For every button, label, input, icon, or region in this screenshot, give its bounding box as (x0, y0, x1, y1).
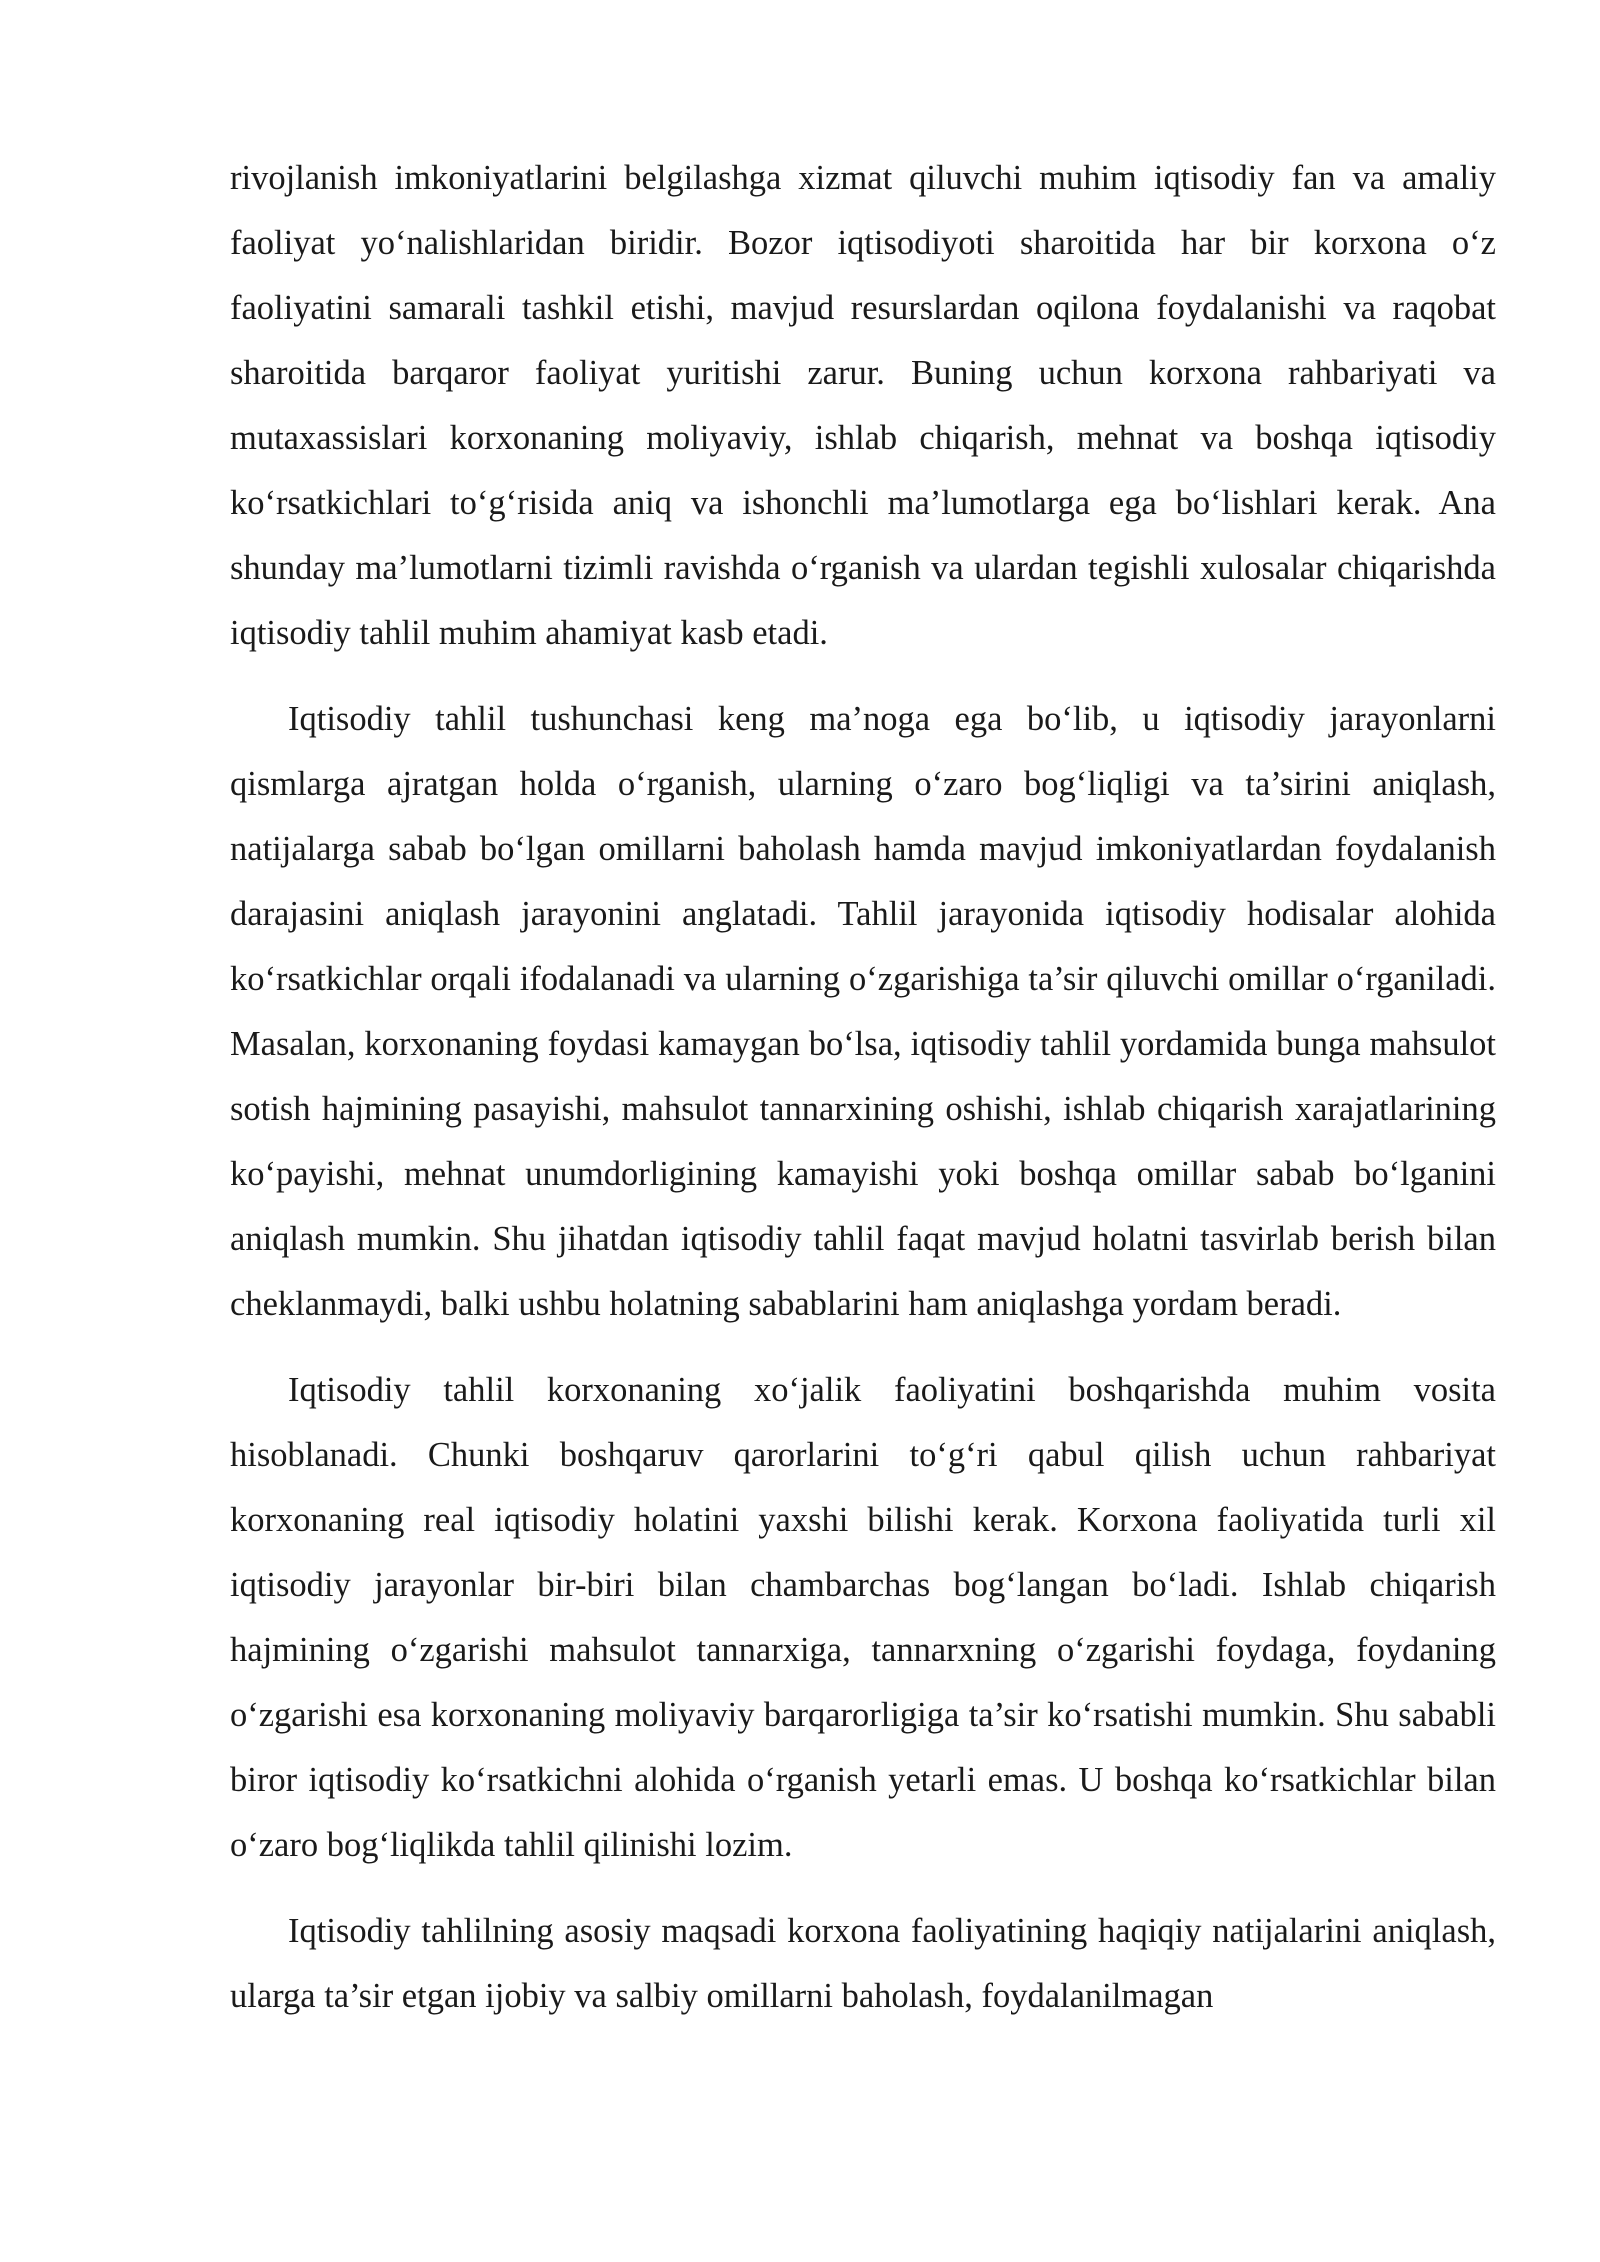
document-body (230, 146, 1496, 2050)
paragraph-continued: rivojlanish imkoniyatlarini belgilashga xizmat qiluvchi muhim iqtisodiy fan va amaliy faoliyat yo‘nalishlaridan biridir. Bozor iqtisodiyoti sharoitida har bir korxona o‘z faoliyatini samarali tashkil etishi, mavjud resurslardan oqilona foydalanishi va raqobat sharoitida barqaror faoliyat yuritishi zarur. Buning uchun korxona rahbariyati va mutaxassislari korxonaning moliyaviy, ishlab chiqarish, mehnat va boshqa iqtisodiy ko‘rsatkichlari to‘g‘risida aniq va ishonchli ma’lumotlarga ega bo‘lishlari kerak. Ana shunday ma’lumotlarni tizimli ravishda o‘rganish va ulardan tegishli xulosalar chiqarishda iqtisodiy tahlil muhim ahamiyat kasb etadi. (230, 159, 1496, 652)
paragraph-concept: Iqtisodiy tahlil tushunchasi keng ma’noga ega bo‘lib, u iqtisodiy jarayonlarni qismlarga ajratgan holda o‘rganish, ularning o‘zaro bog‘liqligi va ta’sirini aniqlash, natijalarga sabab bo‘lgan omillarni baholash hamda mavjud imkoniyatlardan foydalanish darajasini aniqlash jarayonini anglatadi. Tahlil jarayonida iqtisodiy hodisalar alohida ko‘rsatkichlar orqali ifodalanadi va ularning o‘zgarishiga ta’sir qiluvchi omillar o‘rganiladi. Masalan, korxonaning foydasi kamaygan bo‘lsa, iqtisodiy tahlil yordamida bunga mahsulot sotish hajmining pasayishi, mahsulot tannarxining oshishi, ishlab chiqarish xarajatlarining ko‘payishi, mehnat unumdorligining kamayishi yoki boshqa omillar sabab bo‘lganini aniqlash mumkin. Shu jihatdan iqtisodiy tahlil faqat mavjud holatni tasvirlab berish bilan cheklanmaydi, balki ushbu holatning sabablarini ham aniqlashga yordam beradi. (230, 700, 1496, 1323)
paragraph-management: Iqtisodiy tahlil korxonaning xo‘jalik faoliyatini boshqarishda muhim vosita hisoblanadi. Chunki boshqaruv qarorlarini to‘g‘ri qabul qilish uchun rahbariyat korxonaning real iqtisodiy holatini yaxshi bilishi kerak. Korxona faoliyatida turli xil iqtisodiy jarayonlar bir-biri bilan chambarchas bog‘langan bo‘ladi. Ishlab chiqarish hajmining o‘zgarishi mahsulot tannarxiga, tannarxning o‘zgarishi foydaga, foydaning o‘zgarishi esa korxonaning moliyaviy barqarorligiga ta’sir ko‘rsatishi mumkin. Shu sababli biror iqtisodiy ko‘rsatkichni alohida o‘rganish yetarli emas. U boshqa ko‘rsatkichlar bilan o‘zaro bog‘liqlikda tahlil qilinishi lozim. (230, 1371, 1496, 1864)
paragraph-purpose: Iqtisodiy tahlilning asosiy maqsadi korxona faoliyatining haqiqiy natijalarini aniqlash, ularga ta’sir etgan ijobiy va salbiy omillarni baholash, foydalanilmagan (230, 1912, 1496, 2015)
